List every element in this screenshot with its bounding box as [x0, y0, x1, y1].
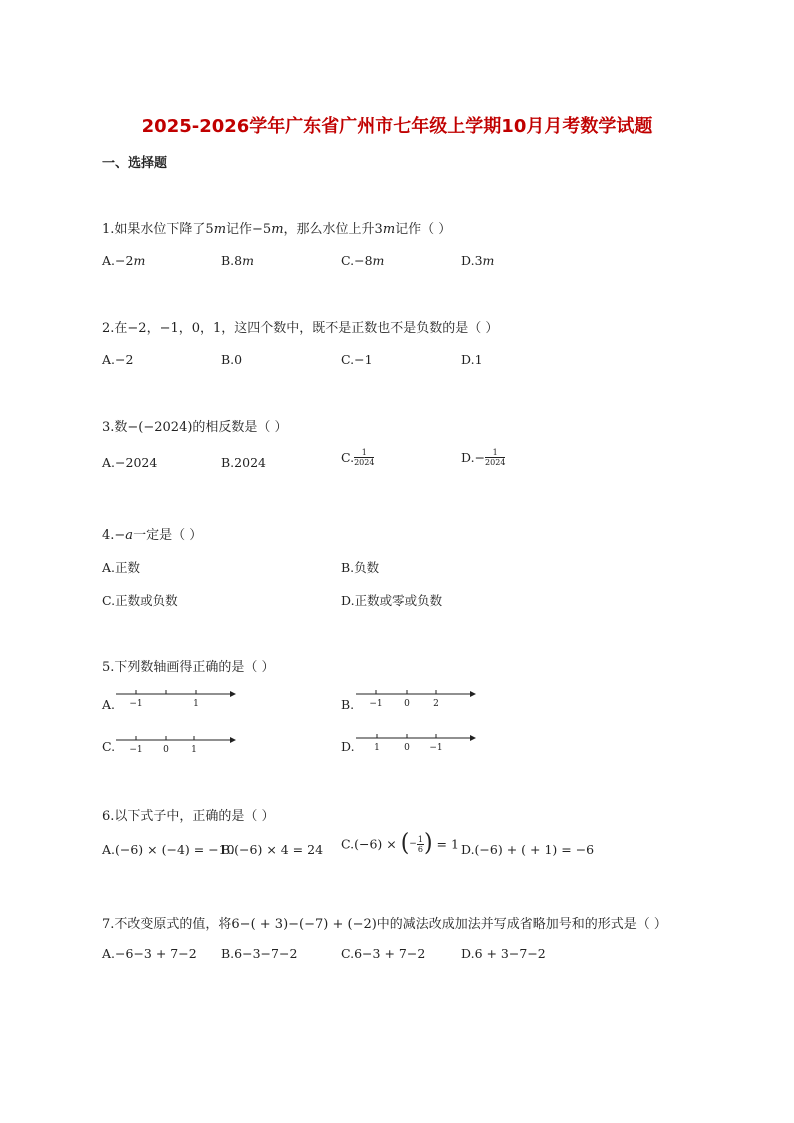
- q6-option-d[interactable]: D.(−6) + ( + 1) = −6: [461, 842, 595, 857]
- q2-option-b[interactable]: [221, 352, 242, 367]
- q5-option-d-number-line[interactable]: [356, 732, 476, 754]
- option-value: −2: [115, 253, 134, 268]
- option-label: B.: [341, 560, 355, 575]
- option-value: 6−3−7−2: [234, 946, 298, 961]
- option-value: −2: [115, 352, 134, 367]
- option-label: B.: [221, 352, 235, 367]
- question-1-stem: [102, 218, 451, 237]
- question-7-stem: 7.不改变原式的值，将6−( + 3)−(−7) + (−2)中的减法改成加法并写成省略加号和的形式是（ ）: [102, 917, 667, 932]
- q1-value: 3: [374, 222, 383, 237]
- question-5-stem: 5.下列数轴画得正确的是（ ）: [102, 660, 275, 675]
- option-value: 正数或零或负数: [354, 593, 443, 608]
- option-expression: = 1: [432, 836, 459, 852]
- option-label: B.: [221, 253, 235, 268]
- q5-option-d-label[interactable]: D.: [341, 739, 355, 754]
- q2-option-d[interactable]: [461, 352, 483, 367]
- option-value: −8: [354, 253, 373, 268]
- q5-option-c-number-line[interactable]: [116, 734, 236, 756]
- option-unit: m: [372, 253, 385, 268]
- q4-option-d[interactable]: [341, 591, 442, 609]
- option-label: C.: [341, 253, 355, 268]
- option-value: 负数: [354, 560, 380, 575]
- denominator: 2024: [485, 458, 506, 467]
- q1-text: ，那么水位上升: [283, 222, 375, 237]
- option-value: 0: [234, 352, 243, 367]
- option-value: 8: [234, 253, 243, 268]
- q5-option-c-label[interactable]: C.: [102, 739, 116, 754]
- option-unit: m: [242, 253, 254, 268]
- option-unit: m: [133, 253, 146, 268]
- q2-option-a[interactable]: [102, 352, 133, 367]
- q5-option-a-label[interactable]: A.: [102, 697, 116, 712]
- q4-text: 一定是（ ）: [133, 528, 203, 543]
- left-paren: (: [400, 829, 410, 858]
- question-4-stem: [102, 524, 202, 543]
- q1-text: 记作: [226, 222, 253, 237]
- q4-option-a[interactable]: [102, 558, 140, 576]
- option-value: 6−3 + 7−2: [354, 946, 426, 961]
- option-value: 2024: [234, 455, 266, 470]
- q1-option-c[interactable]: [341, 253, 384, 268]
- option-label: B.: [221, 946, 235, 961]
- numerator: 1: [354, 448, 374, 458]
- denominator: 2024: [354, 458, 375, 467]
- tick-label: −1: [429, 743, 443, 753]
- option-label: B.: [221, 455, 235, 470]
- q1-value: −5: [252, 222, 272, 237]
- question-6-stem: 6.以下式子中，正确的是（ ）: [102, 809, 275, 824]
- q1-option-d[interactable]: [461, 253, 494, 268]
- option-label: A.: [102, 946, 116, 961]
- option-value: 正数或负数: [115, 593, 178, 608]
- q7-option-a[interactable]: [102, 946, 197, 961]
- option-label: C.: [341, 352, 355, 367]
- q3-option-b[interactable]: [221, 455, 266, 470]
- q7-option-c[interactable]: [341, 946, 425, 961]
- tick-label: 1: [193, 699, 199, 709]
- option-label: D.: [461, 253, 475, 268]
- tick-label: 1: [374, 743, 380, 753]
- option-label: C.: [102, 593, 116, 608]
- question-3-stem: 3.数−(−2024)的相反数是（ ）: [102, 420, 288, 435]
- q1-unit: m: [382, 222, 396, 237]
- tick-label: 0: [404, 699, 410, 709]
- q4-option-b[interactable]: [341, 558, 379, 576]
- option-label: D.: [461, 450, 475, 465]
- option-unit: m: [482, 253, 495, 268]
- q2-option-c[interactable]: [341, 352, 373, 367]
- q3-option-c[interactable]: [341, 448, 374, 467]
- option-value: −1: [354, 352, 373, 367]
- tick-label: 1: [191, 745, 197, 755]
- tick-label: 2: [433, 699, 439, 709]
- q3-option-d[interactable]: [461, 448, 505, 467]
- q4-expression: −a: [114, 528, 134, 543]
- numerator: 1: [417, 834, 423, 844]
- option-label: C.: [341, 946, 355, 961]
- option-value: −6−3 + 7−2: [115, 946, 197, 961]
- option-expression: C.(−6) ×: [341, 836, 401, 852]
- q1-option-b[interactable]: [221, 253, 254, 268]
- option-label: D.: [461, 946, 475, 961]
- q1-option-a[interactable]: [102, 253, 145, 268]
- q4-number: 4.: [102, 528, 115, 543]
- option-value: 6 + 3−7−2: [474, 946, 546, 961]
- tick-label: −1: [369, 699, 383, 709]
- fraction: [485, 448, 505, 467]
- q7-option-b[interactable]: [221, 946, 297, 961]
- page-title: 2025-2026学年广东省广州市七年级上学期10月月考数学试题: [141, 116, 653, 137]
- option-label: A.: [102, 560, 116, 575]
- arrow-icon: [470, 735, 476, 741]
- tick-label: 0: [163, 745, 169, 755]
- right-paren: ): [423, 829, 433, 858]
- option-label: A.: [102, 352, 116, 367]
- fraction: [354, 448, 374, 467]
- tick-label: −1: [129, 699, 143, 709]
- option-value: 1: [474, 352, 483, 367]
- option-label: D.: [341, 593, 355, 608]
- option-value: −2024: [115, 455, 158, 470]
- question-2-stem: 2.在−2，−1，0，1，这四个数中，既不是正数也不是负数的是（ ）: [102, 321, 499, 336]
- q1-unit: m: [213, 222, 227, 237]
- q5-option-a-number-line[interactable]: [116, 688, 236, 710]
- tick-label: −1: [129, 745, 143, 755]
- q1-text: 1.如果水位下降了: [102, 222, 206, 237]
- q5-option-b-label[interactable]: B.: [341, 697, 355, 712]
- option-label: A.: [102, 253, 116, 268]
- option-label: D.: [461, 352, 475, 367]
- section-heading: 一、选择题: [102, 156, 168, 171]
- minus-sign: −: [474, 450, 486, 465]
- q7-option-d[interactable]: [461, 946, 546, 961]
- arrow-icon: [470, 691, 476, 697]
- q6-option-c[interactable]: [341, 829, 459, 858]
- q6-option-a[interactable]: A.(−6) × (−4) = −10: [102, 842, 235, 857]
- option-value: 3: [474, 253, 483, 268]
- option-value: 正数: [115, 560, 141, 575]
- q6-option-b[interactable]: B.(−6) × 4 = 24: [221, 842, 324, 857]
- arrow-icon: [230, 691, 236, 697]
- tick-label: 0: [404, 743, 410, 753]
- numerator: 1: [485, 448, 505, 458]
- arrow-icon: [230, 737, 236, 743]
- q1-text: 记作（ ）: [395, 222, 452, 237]
- option-label: A.: [102, 455, 116, 470]
- fraction: [417, 835, 424, 854]
- denominator: 6: [417, 844, 423, 854]
- q1-value: 5: [205, 222, 214, 237]
- q5-option-b-number-line[interactable]: [356, 688, 476, 710]
- q1-unit: m: [271, 222, 284, 237]
- minus-sign: −: [409, 839, 417, 849]
- q4-option-c[interactable]: [102, 591, 178, 609]
- q3-option-a[interactable]: [102, 455, 157, 470]
- option-label: C.: [341, 450, 355, 465]
